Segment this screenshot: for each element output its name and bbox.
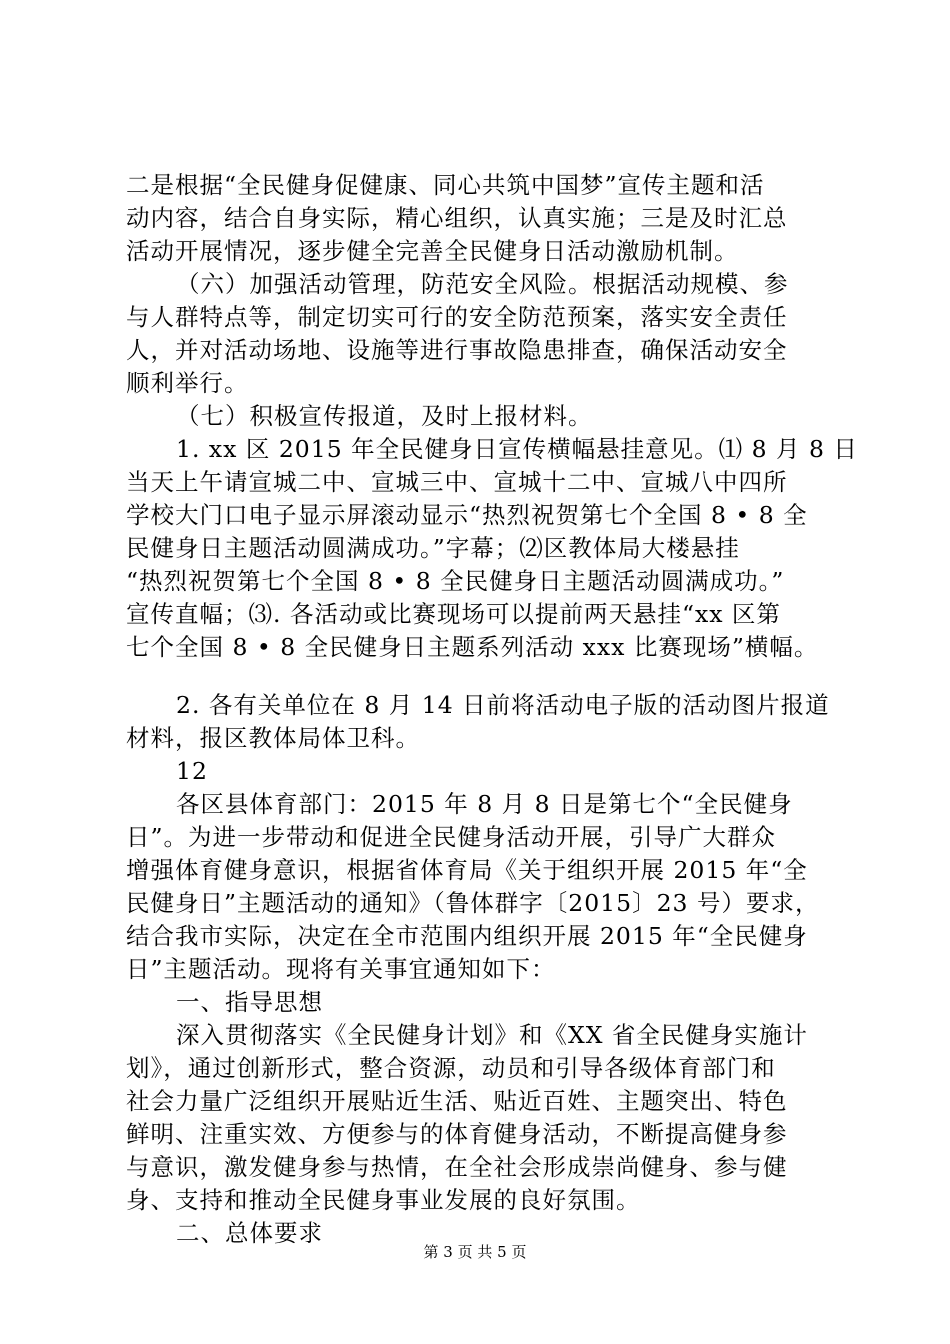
text-line: 材料，报区教体局体卫科。: [126, 724, 420, 752]
page-number-footer: 第 3 页 共 5 页: [423, 1243, 527, 1261]
text-line: 结合我市实际，决定在全市范围内组织开展 2015 年“全民健身: [126, 922, 808, 950]
text-line: 七个全国 8 • 8 全民健身日主题系列活动 xxx 比赛现场”横幅。: [126, 633, 819, 661]
text-line: 日”主题活动。现将有关事宜通知如下：: [126, 955, 556, 983]
text-line: 与人群特点等，制定切实可行的安全防范预案，落实安全责任: [126, 303, 788, 331]
text-line: 12: [176, 757, 208, 785]
section-heading: 一、指导思想: [176, 988, 323, 1016]
text-line: 1. xx 区 2015 年全民健身日宣传横幅悬挂意见。⑴ 8 月 8 日: [176, 435, 858, 463]
text-line: 各区县体育部门：2015 年 8 月 8 日是第七个“全民健身: [176, 790, 793, 818]
text-line: 动内容，结合自身实际，精心组织，认真实施；三是及时汇总: [126, 204, 788, 232]
text-line: 2. 各有关单位在 8 月 14 日前将活动电子版的活动图片报道: [176, 691, 830, 719]
text-line: 民健身日”主题活动的通知》（鲁体群字〔2015〕23 号）要求，: [126, 889, 820, 917]
text-line: 日”。为进一步带动和促进全民健身活动开展，引导广大群众: [126, 823, 777, 851]
text-line: 身、支持和推动全民健身事业发展的良好氛围。: [126, 1186, 641, 1214]
text-line: 深入贯彻落实《全民健身计划》和《XX 省全民健身实施计: [176, 1021, 808, 1049]
text-line: 鲜明、注重实效、方便参与的体育健身活动，不断提高健身参: [126, 1120, 788, 1148]
section-heading: 二、总体要求: [176, 1219, 323, 1247]
text-line: （六）加强活动管理，防范安全风险。根据活动规模、参: [176, 270, 789, 298]
text-line: 学校大门口电子显示屏滚动显示“热烈祝贺第七个全国 8 • 8 全: [126, 501, 808, 529]
text-line: 增强体育健身意识，根据省体育局《关于组织开展 2015 年“全: [126, 856, 808, 884]
text-line: 宣传直幅；⑶. 各活动或比赛现场可以提前两天悬挂“xx 区第: [126, 600, 781, 628]
text-line: 当天上午请宣城二中、宣城三中、宣城十二中、宣城八中四所: [126, 468, 788, 496]
text-line: 顺利举行。: [126, 369, 249, 397]
text-line: 划》，通过创新形式，整合资源，动员和引导各级体育部门和: [126, 1054, 776, 1082]
text-line: 人，并对活动场地、设施等进行事故隐患排查，确保活动安全: [126, 336, 788, 364]
text-line: 活动开展情况，逐步健全完善全民健身日活动激励机制。: [126, 237, 739, 265]
text-line: 二是根据“全民健身促健康、同心共筑中国梦”宣传主题和活: [126, 171, 765, 199]
text-line: 与意识，激发健身参与热情，在全社会形成崇尚健身、参与健: [126, 1153, 788, 1181]
text-line: 民健身日主题活动圆满成功。”字幕；⑵区教体局大楼悬挂: [126, 534, 740, 562]
text-line: （七）积极宣传报道，及时上报材料。: [176, 402, 593, 430]
text-line: 社会力量广泛组织开展贴近生活、贴近百姓、主题突出、特色: [126, 1087, 788, 1115]
text-line: “热烈祝贺第七个全国 8 • 8 全民健身日主题活动圆满成功。”: [126, 567, 785, 595]
